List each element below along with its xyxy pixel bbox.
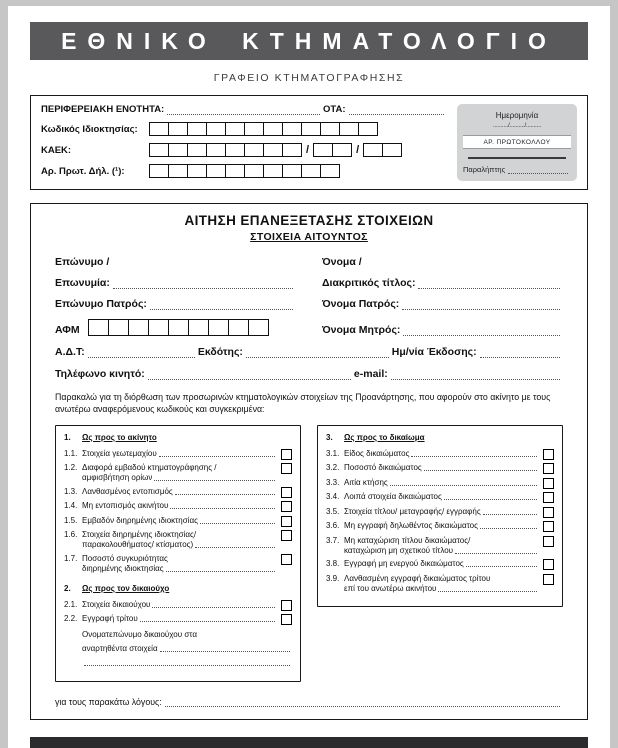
digit-cell[interactable] (332, 143, 352, 157)
digit-cell[interactable] (382, 143, 402, 157)
distinctive-title-label: Διακριτικός τίτλος: (322, 277, 416, 289)
contact-row (55, 368, 563, 380)
item-text: Λανθασμένη εγγραφή δικαιώματος τρίτου (344, 573, 491, 583)
kaek-cell-group (313, 143, 352, 157)
item-label (82, 600, 277, 610)
item-number: 1.7. (64, 553, 78, 563)
date-protocol-stamp (457, 104, 577, 181)
digit-cell[interactable] (282, 143, 302, 157)
protocol-decl-label: Αρ. Πρωτ. Δήλ. (¹): (41, 165, 125, 177)
item-text: Λοιπά στοιχεία δικαιώματος (344, 492, 442, 502)
item-checkbox[interactable] (281, 487, 292, 498)
digit-cell[interactable] (168, 122, 188, 136)
afm-label: ΑΦΜ (55, 324, 80, 336)
item-number: 1.4. (64, 501, 78, 511)
regional-unit-label: ΠΕΡΙΦΕΡΕΙΑΚΗ ΕΝΟΤΗΤΑ: (41, 104, 165, 115)
reasons-field[interactable] (165, 696, 560, 707)
dotted-leader (411, 456, 537, 457)
item-text-line (82, 554, 277, 564)
item-checkbox[interactable] (543, 521, 554, 532)
id-row (55, 346, 563, 358)
item-label (82, 463, 277, 483)
item-text-line (344, 478, 539, 488)
kaek-row (41, 143, 447, 157)
beneficiary-note (64, 630, 292, 668)
dotted-leader (175, 494, 275, 495)
item-label (82, 530, 277, 550)
regional-unit-row (41, 104, 447, 115)
digit-cell[interactable] (320, 122, 340, 136)
mother-name-label: Όνομα Μητρός: (322, 324, 401, 336)
item-number: 2.1. (64, 599, 78, 609)
item-text: Στοιχεία διηρημένης ιδιοκτησίας/ (82, 530, 197, 540)
father-surname-label: Επώνυμο Πατρός: (55, 298, 147, 310)
checklist-item (64, 530, 292, 550)
section-number: 3. (326, 432, 333, 442)
checklist-item (326, 492, 554, 503)
item-text-line (344, 507, 539, 517)
item-text-line (82, 530, 277, 540)
item-text-line (82, 463, 277, 473)
item-number: 3.7. (326, 535, 340, 545)
kaek-cells (149, 143, 402, 157)
father-name-field[interactable] (402, 299, 560, 310)
digit-cell[interactable] (225, 143, 245, 157)
ota-field[interactable] (349, 104, 444, 115)
item-text: Μη καταχώριση τίτλου δικαιώματος/ (344, 535, 471, 545)
digit-cell[interactable] (225, 164, 245, 178)
digit-cell[interactable] (263, 164, 283, 178)
item-text-line (82, 516, 277, 526)
item-checkbox[interactable] (543, 574, 554, 585)
digit-cell[interactable] (208, 319, 229, 336)
item-number: 3.6. (326, 521, 340, 531)
item-text: Εμβαδόν διηρημένης ιδιοκτησίας (82, 515, 198, 525)
item-text: παρακολουθήματος/ κτίσματος) (82, 540, 194, 550)
item-text: Ποσοστό δικαιώματος (344, 463, 422, 473)
item-text-line (82, 449, 277, 459)
banner (30, 22, 588, 60)
item-checkbox[interactable] (281, 530, 292, 541)
item-checkbox[interactable] (281, 600, 292, 611)
item-number: 3.2. (326, 463, 340, 473)
digit-cell[interactable] (149, 164, 169, 178)
section-3-header (326, 433, 554, 443)
digit-cell[interactable] (149, 122, 169, 136)
mother-name-field[interactable] (403, 325, 560, 336)
kaek-label: ΚΑΕΚ: (41, 144, 72, 156)
checklist-item (326, 559, 554, 570)
item-text-line (82, 540, 277, 550)
checklist-item (326, 449, 554, 460)
dotted-leader (140, 621, 275, 622)
footer-bar (30, 737, 588, 748)
checklists (55, 425, 563, 683)
mobile-label: Τηλέφωνο κινητό: (55, 368, 145, 380)
kaek-separator: / (356, 144, 360, 156)
item-text-line (344, 463, 539, 473)
item-number: 3.3. (326, 477, 340, 487)
item-number: 3.1. (326, 448, 340, 458)
id-card-field[interactable] (88, 347, 195, 358)
item-checkbox[interactable] (281, 554, 292, 565)
digit-cell[interactable] (128, 319, 149, 336)
dotted-leader (466, 566, 537, 567)
digit-cell[interactable] (320, 164, 340, 178)
item-text: Μη εντοπισμός ακινήτου (82, 501, 169, 511)
applicant-details-heading: ΣΤΟΙΧΕΙΑ ΑΙΤΟΥΝΤΟΣ (250, 231, 368, 243)
digit-cell[interactable] (358, 122, 378, 136)
dotted-leader (195, 547, 275, 548)
dotted-leader (480, 528, 537, 529)
dotted-leader (455, 553, 537, 554)
section-title: Ως προς τον δικαιούχο (82, 583, 170, 593)
item-label (344, 507, 539, 517)
item-text: διηρημένης ιδιοκτησίας (82, 563, 164, 573)
email-field[interactable] (391, 369, 560, 380)
beneficiary-note-line (82, 658, 292, 668)
application-title: ΑΙΤΗΣΗ ΕΠΑΝΕΞΕΤΑΣΗΣ ΣΤΟΙΧΕΙΩΝ (184, 213, 434, 228)
issue-date-field[interactable] (480, 347, 560, 358)
item-checkbox[interactable] (281, 501, 292, 512)
item-text: αμφισβήτηση ορίων (82, 473, 153, 483)
name-label-line1: Όνομα / (322, 256, 362, 268)
checklist-item (64, 516, 292, 527)
item-text-line (344, 492, 539, 502)
father-surname-field[interactable] (150, 299, 293, 310)
item-checkbox[interactable] (543, 559, 554, 570)
item-text: Μη εγγραφή δηλωθέντος δικαιώματος (344, 521, 478, 531)
section-2-items (64, 600, 292, 626)
item-checkbox[interactable] (543, 536, 554, 547)
item-number: 3.4. (326, 492, 340, 502)
section-title: Ως προς το δικαίωμα (344, 432, 425, 442)
item-checkbox[interactable] (543, 478, 554, 489)
kaek-cell-group (149, 143, 302, 157)
request-paragraph: Παρακαλώ για τη διόρθωση των προσωρινών κτηματολογικών στοιχείων της Προανάρτησης, που αφορούν στο ακίνητο με τους ανωτέρω αναφερόμενους κωδικούς και συγκεκριμένα: (55, 392, 551, 415)
item-text: Εγγραφή τρίτου (82, 614, 138, 624)
item-label (82, 487, 277, 497)
checklist-item (326, 478, 554, 489)
note-field[interactable] (160, 651, 290, 652)
email-label: e-mail: (353, 368, 388, 380)
note-text: αναρτηθέντα στοιχεία (82, 644, 158, 654)
item-text-line (82, 473, 277, 483)
kaek-separator: / (306, 144, 310, 156)
item-label (82, 554, 277, 574)
item-checkbox[interactable] (543, 449, 554, 460)
digit-cell[interactable] (363, 143, 383, 157)
applicant-fields (55, 256, 563, 336)
item-text-line (82, 564, 277, 574)
item-text-line (344, 449, 539, 459)
item-text: Στοιχεία τίτλου/ μεταγραφής/ εγγραφής (344, 506, 481, 516)
digit-cell[interactable] (263, 143, 283, 157)
dotted-leader (166, 571, 275, 572)
item-text: Είδος δικαιώματος (344, 448, 410, 458)
regional-unit-field[interactable] (167, 104, 320, 115)
item-text: Λανθασμένος εντοπισμός (82, 486, 173, 496)
recipient-row (463, 165, 571, 174)
digit-cell[interactable] (313, 143, 333, 157)
registry-fields (41, 104, 447, 181)
application-box (30, 203, 588, 720)
checklist-item (326, 574, 554, 594)
surname-label-line1: Επώνυμο / (55, 256, 110, 268)
item-label (82, 614, 277, 624)
protocol-decl-cells (149, 164, 340, 178)
office-subtitle: ΓΡΑΦΕΙΟ ΚΤΗΜΑΤΟΓΡΑΦΗΣΗΣ (213, 72, 405, 84)
section-title: Ως προς το ακίνητο (82, 432, 157, 442)
protocol-number-field[interactable] (468, 157, 565, 159)
date-field[interactable]: ........../........../.......... (492, 122, 542, 129)
item-text-line (344, 536, 539, 546)
checklist-item (64, 600, 292, 611)
dotted-leader (154, 480, 275, 481)
item-text: Στοιχεία γεωτεμαχίου (82, 448, 157, 458)
dotted-leader (159, 456, 275, 457)
checklist-item (326, 521, 554, 532)
section-number: 2. (64, 583, 71, 593)
note-text: Ονοματεπώνυμο δικαιούχου στα (82, 630, 197, 640)
item-number: 1.1. (64, 448, 78, 458)
item-text: Διαφορά εμβαδού κτηματογράφησης / (82, 463, 217, 473)
section-3-items (326, 449, 554, 594)
digit-cell[interactable] (88, 319, 109, 336)
kaek-cell-group (363, 143, 402, 157)
item-label (82, 449, 277, 459)
item-number: 1.2. (64, 463, 78, 473)
mobile-field[interactable] (148, 369, 351, 380)
form-page (8, 6, 610, 748)
digit-cell[interactable] (282, 122, 302, 136)
digit-cell[interactable] (244, 143, 264, 157)
item-label (82, 516, 277, 526)
digit-cell[interactable] (282, 164, 302, 178)
item-label (344, 478, 539, 488)
checklist-item (64, 554, 292, 574)
digit-cell[interactable] (148, 319, 169, 336)
digit-cell[interactable] (168, 319, 189, 336)
dotted-leader (152, 607, 275, 608)
item-text: καταχώριση μη σχετικού τίτλου (344, 545, 454, 555)
item-text-line (344, 546, 539, 556)
date-label: Ημερομηνία (495, 111, 539, 120)
digit-cell[interactable] (263, 122, 283, 136)
item-text-line (82, 600, 277, 610)
issue-date-label: Ημ/νία Έκδοσης: (391, 346, 477, 358)
item-number: 3.5. (326, 506, 340, 516)
item-text-line (344, 559, 539, 569)
reasons-row (55, 696, 563, 707)
checklist-item (326, 536, 554, 556)
father-name-label: Όνομα Πατρός: (322, 298, 400, 310)
digit-cell[interactable] (188, 319, 209, 336)
checklist-item (64, 463, 292, 483)
item-label (82, 501, 277, 511)
dotted-leader (424, 470, 537, 471)
dotted-leader (390, 485, 537, 486)
digit-cell[interactable] (248, 319, 269, 336)
beneficiary-note-line (82, 644, 292, 654)
registry-header-box (30, 95, 588, 190)
digit-cell[interactable] (301, 122, 321, 136)
protocol-decl-row (41, 164, 447, 178)
section-2-header (64, 584, 292, 594)
digit-cell[interactable] (206, 164, 226, 178)
afm-cells (88, 319, 269, 336)
item-text-line (82, 614, 277, 624)
item-text-line (344, 584, 539, 594)
checklist-item (64, 487, 292, 498)
dotted-leader (200, 523, 275, 524)
item-text: Αιτία κτήσης (344, 477, 388, 487)
digit-cell[interactable] (187, 122, 207, 136)
issuer-label: Εκδότης: (197, 346, 243, 358)
digit-cell[interactable] (168, 143, 188, 157)
digit-cell[interactable] (187, 143, 207, 157)
protocol-number-label: ΑΡ. ΠΡΩΤΟΚΟΛΛΟΥ (463, 135, 571, 149)
item-label (344, 521, 539, 531)
item-text: Εγγραφή μη ενεργού δικαιώματος (344, 559, 464, 569)
digit-cell[interactable] (206, 143, 226, 157)
recipient-field[interactable] (508, 166, 568, 174)
item-checkbox[interactable] (281, 449, 292, 460)
item-text: Ποσοστό συγκυριότητας (82, 553, 168, 563)
item-number: 2.2. (64, 614, 78, 624)
reasons-label: για τους παρακάτω λόγους: (55, 697, 162, 708)
section-1-header (64, 433, 292, 443)
item-label (344, 536, 539, 556)
item-checkbox[interactable] (281, 516, 292, 527)
digit-cell[interactable] (187, 164, 207, 178)
item-text: επί του ανωτέρω ακινήτου (344, 583, 437, 593)
item-checkbox[interactable] (543, 507, 554, 518)
checklist-item (64, 449, 292, 460)
digit-cell[interactable] (206, 122, 226, 136)
digit-cell[interactable] (168, 164, 188, 178)
item-number: 3.9. (326, 573, 340, 583)
digit-cell[interactable] (244, 122, 264, 136)
section-1-items (64, 449, 292, 574)
dotted-leader (444, 499, 537, 500)
ota-label: ΟΤΑ: (323, 104, 346, 115)
item-label (344, 492, 539, 502)
item-text-line (82, 501, 277, 511)
digit-cell[interactable] (301, 164, 321, 178)
property-code-label: Κωδικός Ιδιοκτησίας: (41, 123, 138, 135)
digit-cell[interactable] (225, 122, 245, 136)
checklist-item (326, 507, 554, 518)
item-checkbox[interactable] (543, 463, 554, 474)
item-number: 3.8. (326, 559, 340, 569)
item-number: 1.5. (64, 515, 78, 525)
item-checkbox[interactable] (543, 492, 554, 503)
item-checkbox[interactable] (281, 614, 292, 625)
beneficiary-note-line (82, 630, 292, 640)
digit-cell[interactable] (244, 164, 264, 178)
item-label (344, 559, 539, 569)
right-checklist-box (317, 425, 563, 608)
digit-cell[interactable] (108, 319, 129, 336)
dotted-leader (438, 591, 537, 592)
item-label (344, 574, 539, 594)
item-text: Στοιχεία δικαιούχου (82, 599, 151, 609)
banner-title: ΕΘΝΙΚΟ ΚΤΗΜΑΤΟΛΟΓΙΟ (61, 27, 557, 54)
item-number: 1.6. (64, 530, 78, 540)
id-card-label: Α.Δ.Τ: (55, 346, 85, 358)
recipient-label: Παραλήπτης (463, 165, 506, 174)
issuer-field[interactable] (246, 347, 389, 358)
checklist-item (64, 501, 292, 512)
dotted-leader (170, 508, 275, 509)
property-code-row (41, 122, 447, 136)
digit-cell[interactable] (228, 319, 249, 336)
property-code-cells (149, 122, 378, 136)
surname-field[interactable] (113, 278, 293, 289)
note-field[interactable] (84, 665, 290, 666)
item-text-line (344, 574, 539, 584)
item-text-line (82, 487, 277, 497)
property-checklist-box (55, 425, 301, 683)
item-text-line (344, 521, 539, 531)
item-checkbox[interactable] (281, 463, 292, 474)
digit-cell[interactable] (339, 122, 359, 136)
item-label (344, 463, 539, 473)
item-number: 1.3. (64, 486, 78, 496)
checklist-item (64, 614, 292, 625)
distinctive-title-field[interactable] (418, 278, 560, 289)
checklist-item (326, 463, 554, 474)
dotted-leader (483, 514, 537, 515)
item-label (344, 449, 539, 459)
digit-cell[interactable] (149, 143, 169, 157)
surname-label-line2: Επωνυμία: (55, 277, 110, 289)
section-number: 1. (64, 432, 71, 442)
